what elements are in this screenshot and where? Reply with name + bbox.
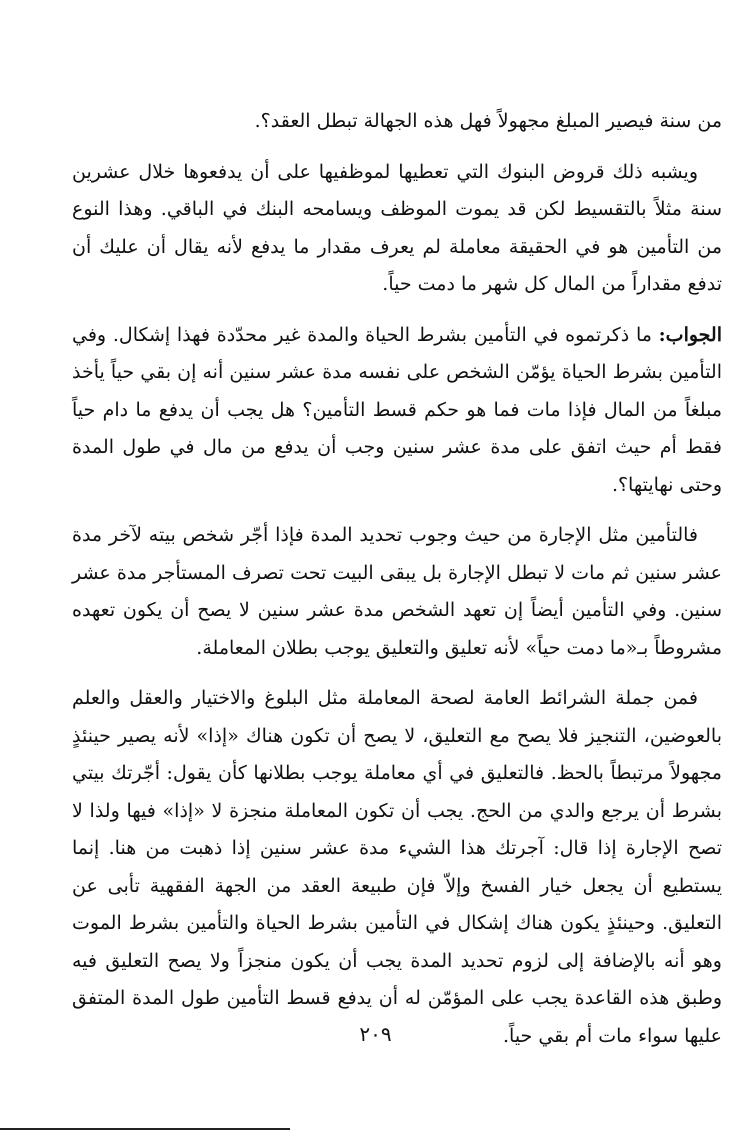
- paragraph-4-text: فالتأمين مثل الإجارة من حيث وجوب تحديد المدة فإذا أجّر شخص بيته لآخر مدة عشر سنين ثم مات لا تبطل الإجارة بل يبقى البيت تحت تصرف المستأجر مدة عشر سنين. وفي التأمين أيضاً إن تعهد الشخص مدة عشر سنين لا يصح أن يكون تعهده مشروطاً بـ«ما دمت حياً» لأنه تعليق والتعليق يوجب بطلان المعاملة.: [72, 524, 722, 659]
- paragraph-4: [72, 517, 722, 667]
- paragraph-2: [72, 154, 722, 304]
- paragraph-3: [72, 317, 722, 505]
- paragraph-2-text: ويشبه ذلك قروض البنوك التي تعطيها لموظفيها على أن يدفعوها خلال عشرين سنة مثلاً بالتقسيط لكن قد يموت الموظف ويسامحه البنك في الباقي. وهذا النوع من التأمين هو في الحقيقة معاملة لم يعرف مقدار ما يدفع لأنه يقال أن عليك أن تدفع مقداراً من المال كل شهر ما دمت حياً.: [72, 160, 722, 295]
- page-body: [72, 103, 722, 1055]
- paragraph-1-text: من سنة فيصير المبلغ مجهولاً فهل هذه الجهالة تبطل العقد؟.: [254, 110, 722, 132]
- footer-rule: [0, 1128, 290, 1130]
- answer-label: الجواب:: [658, 323, 722, 346]
- paragraph-5-text: فمن جملة الشرائط العامة لصحة المعاملة مثل البلوغ والاختيار والعقل والعلم بالعوضين، التنجيز فلا يصح مع التعليق، لا يصح أن تكون هناك «إذا» لأنه يصير حينئذٍ مجهولاً مرتبطاً بالحظ. فالتعليق في أي معاملة يوجب بطلانها كأن يقول: أجّرتك بيتي بشرط أن يرجع والدي من الحج. يجب أن تكون المعاملة منجزة لا «إذا» فيها ولذا لا تصح الإجارة إذا قال: آجرتك هذا الشيء مدة عشر سنين إذا ذهبت من هنا. إنما يستطيع أن يجعل خيار الفسخ وإلاّ فإن طبيعة العقد من الجهة الفقهية تأبى عن التعليق. وحينئذٍ يكون هناك إشكال في التأمين بشرط الحياة والتأمين بشرط الموت وهو أنه بالإضافة إلى لزوم تحديد المدة يجب أن يكون منجزاً ولا يصح التعليق فيه وطبق هذه القاعدة يجب على المؤمّن له أن يدفع قسط التأمين طول المدة المتفق عليها سواء مات أم بقي حياً.: [72, 687, 722, 1047]
- paragraph-5: [72, 680, 722, 1055]
- paragraph-1: [72, 103, 722, 141]
- paragraph-3-text: ما ذكرتموه في التأمين بشرط الحياة والمدة غير محدّدة فهذا إشكال. وفي التأمين بشرط الحياة يؤمّن الشخص على نفسه مدة عشر سنين أنه إن بقي حياً يأخذ مبلغاً من المال فإذا مات فما هو حكم قسط التأمين؟ هل يجب أن يدفع ما دام حياً فقط أم حيث اتفق على مدة عشر سنين وجب أن يدفع من مال في طول المدة وحتى نهايتها؟.: [72, 323, 722, 496]
- page-number: ٢٠٩: [359, 1022, 392, 1046]
